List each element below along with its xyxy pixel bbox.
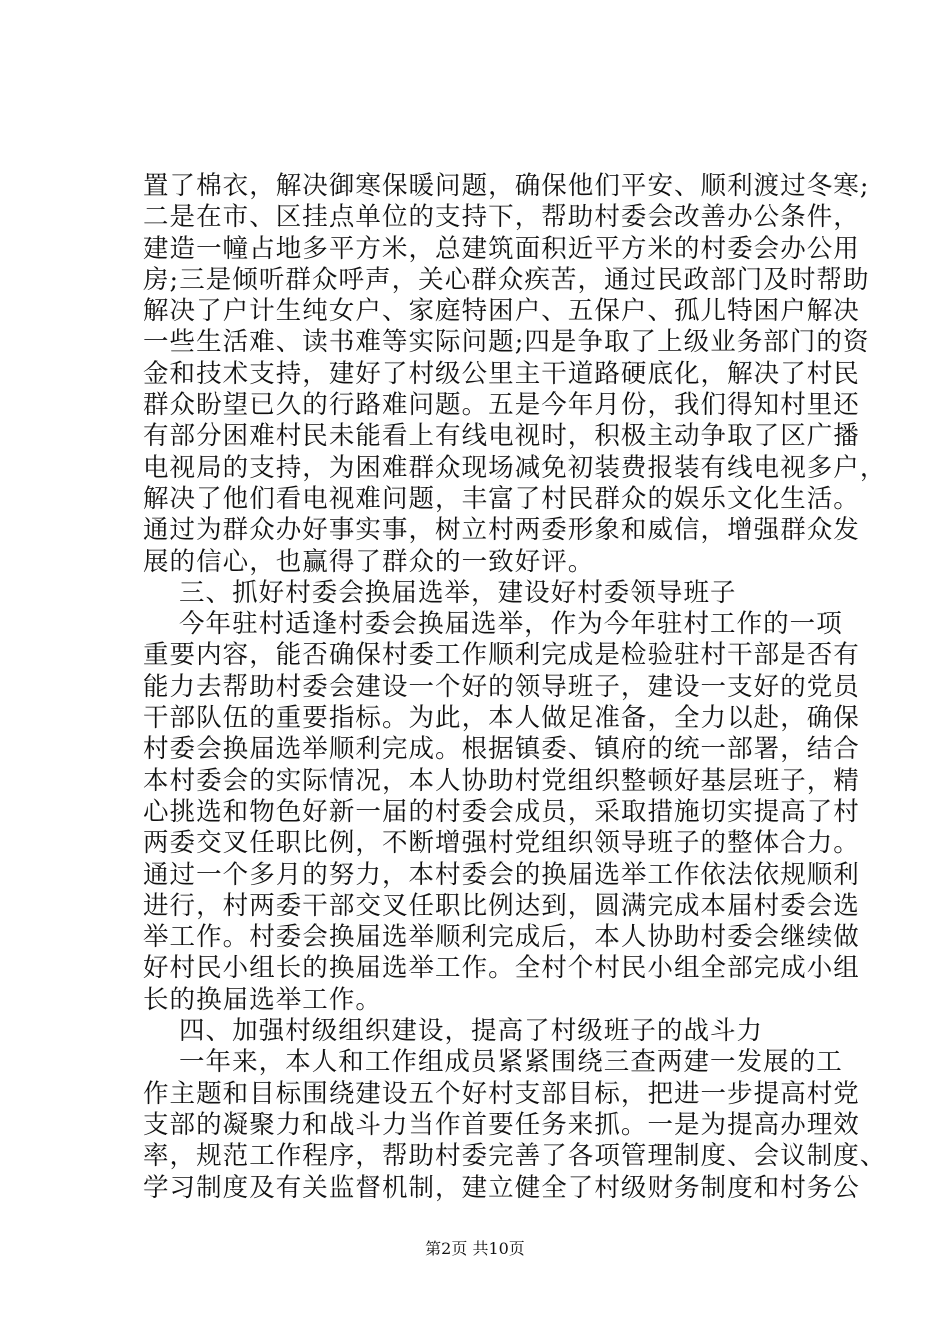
text-line: 通过一个多月的努力，本村委会的换届选举工作依法依规顺利 bbox=[143, 859, 860, 890]
text-line: 学习制度及有关监督机制，建立健全了村级财务制度和村务公 bbox=[143, 1172, 860, 1203]
text-line: 置了棉衣，解决御寒保暖问题，确保他们平安、顺利渡过冬寒; bbox=[143, 171, 870, 201]
text-line: 作主题和目标围绕建设五个好村支部目标，把进一步提高村党 bbox=[143, 1078, 860, 1109]
text-line: 长的换届选举工作。 bbox=[143, 984, 382, 1015]
text-line: 一些生活难、读书难等实际问题;四是争取了上级业务部门的资 bbox=[143, 327, 870, 358]
text-line: 解决了户计生纯女户、家庭特困户、五保户、孤儿特困户解决 bbox=[143, 296, 860, 327]
text-line: 电视局的支持，为困难群众现场减免初装费报装有线电视多户， bbox=[143, 452, 887, 483]
text-line: 房;三是倾听群众呼声，关心群众疾苦，通过民政部门及时帮助 bbox=[143, 264, 870, 295]
text-line: 干部队伍的重要指标。为此，本人做足准备，全力以赴，确保 bbox=[143, 703, 860, 734]
text-line: 一年来，本人和工作组成员紧紧围绕三查两建一发展的工 bbox=[179, 1047, 843, 1078]
text-line: 解决了他们看电视难问题，丰富了村民群众的娱乐文化生活。 bbox=[143, 483, 860, 514]
text-line: 金和技术支持，建好了村级公里主干道路硬底化，解决了村民 bbox=[143, 358, 860, 389]
text-line: 支部的凝聚力和战斗力当作首要任务来抓。一是为提高办理效 bbox=[143, 1109, 860, 1140]
text-line: 好村民小组长的换届选举工作。全村个村民小组全部完成小组 bbox=[143, 953, 860, 984]
text-line: 村委会换届选举顺利完成。根据镇委、镇府的统一部署，结合 bbox=[143, 734, 860, 765]
text-line: 通过为群众办好事实事，树立村两委形象和威信，增强群众发 bbox=[143, 515, 860, 546]
page-footer: 第2页 共10页 bbox=[425, 1239, 525, 1258]
section-heading: 三、抓好村委会换届选举，建设好村委领导班子 bbox=[179, 577, 737, 608]
text-line: 举工作。村委会换届选举顺利完成后，本人协助村委会继续做 bbox=[143, 922, 860, 953]
text-line: 展的信心，也赢得了群众的一致好评。 bbox=[143, 546, 595, 577]
text-line: 两委交叉任职比例，不断增强村党组织领导班子的整体合力。 bbox=[143, 828, 860, 859]
text-line: 能力去帮助村委会建设一个好的领导班子，建设一支好的党员 bbox=[143, 671, 860, 702]
text-line: 今年驻村适逢村委会换届选举，作为今年驻村工作的一项 bbox=[179, 609, 843, 640]
text-line: 有部分困难村民未能看上有线电视时，积极主动争取了区广播 bbox=[143, 421, 860, 452]
text-line: 二是在市、区挂点单位的支持下，帮助村委会改善办公条件， bbox=[143, 202, 860, 233]
text-line: 建造一幢占地多平方米，总建筑面积近平方米的村委会办公用 bbox=[143, 233, 860, 264]
text-line: 群众盼望已久的行路难问题。五是今年月份，我们得知村里还 bbox=[143, 390, 860, 421]
section-heading: 四、加强村级组织建设，提高了村级班子的战斗力 bbox=[179, 1016, 764, 1047]
text-line: 重要内容，能否确保村委工作顺利完成是检验驻村干部是否有 bbox=[143, 640, 860, 671]
body-text bbox=[143, 171, 887, 1204]
text-line: 率，规范工作程序，帮助村委完善了各项管理制度、会议制度、 bbox=[143, 1141, 887, 1172]
text-line: 本村委会的实际情况，本人协助村党组织整顿好基层班子，精 bbox=[143, 765, 860, 796]
text-line: 进行，村两委干部交叉任职比例达到，圆满完成本届村委会选 bbox=[143, 890, 860, 921]
text-line: 心挑选和物色好新一届的村委会成员，采取措施切实提高了村 bbox=[143, 796, 860, 827]
